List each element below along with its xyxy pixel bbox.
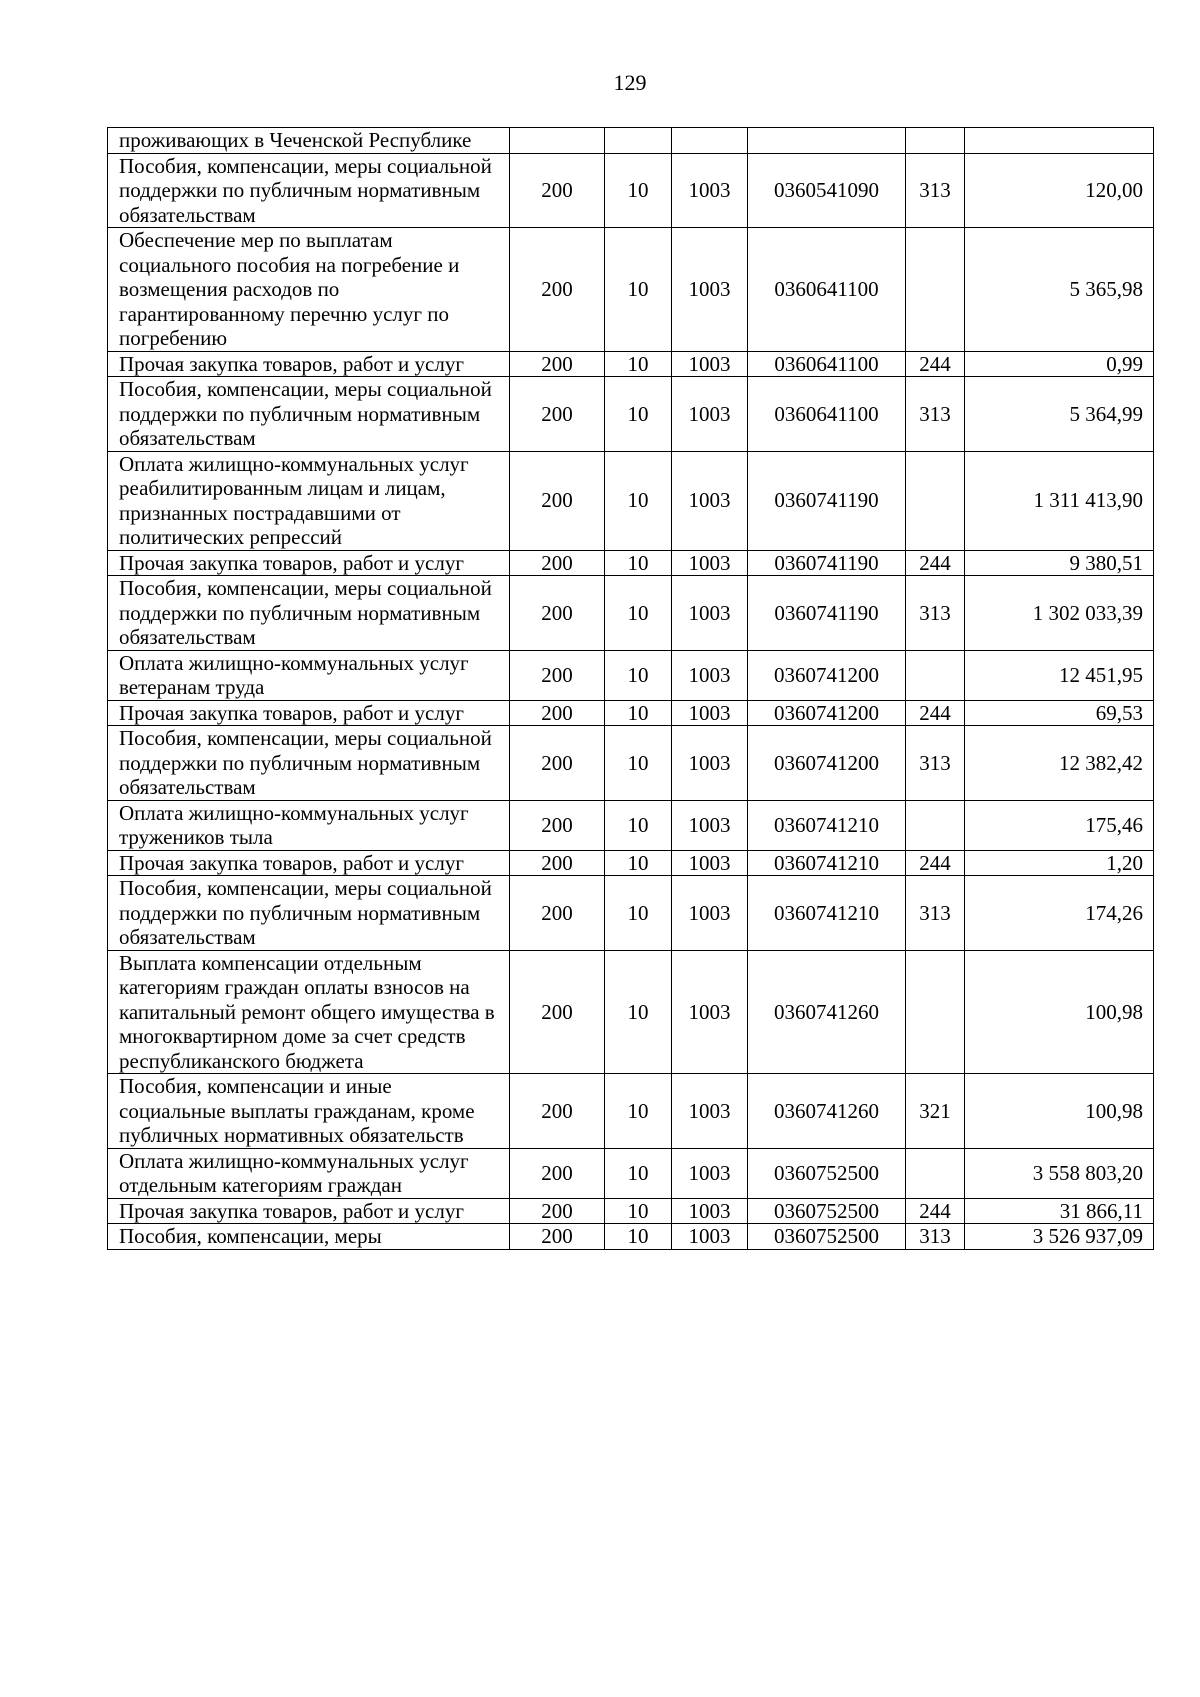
row-name-cell: Оплата жилищно-коммунальных услуг реабилитированным лицам и лицам, признанных пострадавшими от политических репрессий	[108, 451, 510, 550]
row-amount-cell: 12 451,95	[965, 650, 1154, 700]
row-code-cell: 200	[510, 726, 605, 801]
row-target-article-cell: 0360741210	[748, 850, 906, 876]
row-expense-type-cell	[906, 800, 965, 850]
row-subsection-cell: 1003	[672, 377, 748, 452]
row-amount-cell	[965, 128, 1154, 154]
row-section-cell: 10	[605, 800, 672, 850]
row-name-cell: Пособия, компенсации, меры социальной поддержки по публичным нормативным обязательствам	[108, 726, 510, 801]
row-name-cell: Выплата компенсации отдельным категориям граждан оплаты взносов на капитальный ремонт общего имущества в многоквартирном доме за счет средств республиканского бюджета	[108, 950, 510, 1074]
row-code-cell: 200	[510, 550, 605, 576]
table-row	[108, 876, 1154, 951]
row-section-cell: 10	[605, 351, 672, 377]
row-expense-type-cell: 244	[906, 351, 965, 377]
row-name-cell: Прочая закупка товаров, работ и услуг	[108, 700, 510, 726]
row-amount-cell: 3 526 937,09	[965, 1224, 1154, 1250]
row-amount-cell: 9 380,51	[965, 550, 1154, 576]
row-name-cell: Пособия, компенсации, меры социальной поддержки по публичным нормативным обязательствам	[108, 153, 510, 228]
row-section-cell: 10	[605, 153, 672, 228]
row-subsection-cell: 1003	[672, 850, 748, 876]
row-subsection-cell: 1003	[672, 351, 748, 377]
row-code-cell: 200	[510, 950, 605, 1074]
row-expense-type-cell	[906, 228, 965, 352]
row-amount-cell: 5 365,98	[965, 228, 1154, 352]
row-subsection-cell: 1003	[672, 876, 748, 951]
row-code-cell: 200	[510, 351, 605, 377]
table-row	[108, 1148, 1154, 1198]
table-row	[108, 451, 1154, 550]
row-target-article-cell: 0360741190	[748, 451, 906, 550]
row-amount-cell: 31 866,11	[965, 1198, 1154, 1224]
row-subsection-cell: 1003	[672, 950, 748, 1074]
row-amount-cell: 120,00	[965, 153, 1154, 228]
table-row	[108, 377, 1154, 452]
row-code-cell: 200	[510, 1148, 605, 1198]
row-expense-type-cell	[906, 950, 965, 1074]
table-row	[108, 550, 1154, 576]
row-name-cell: проживающих в Чеченской Республике	[108, 128, 510, 154]
row-subsection-cell: 1003	[672, 1224, 748, 1250]
row-subsection-cell: 1003	[672, 700, 748, 726]
table-row	[108, 576, 1154, 651]
row-target-article-cell: 0360741200	[748, 726, 906, 801]
row-subsection-cell: 1003	[672, 153, 748, 228]
row-amount-cell: 1,20	[965, 850, 1154, 876]
row-subsection-cell	[672, 128, 748, 154]
row-section-cell: 10	[605, 1074, 672, 1149]
row-section-cell: 10	[605, 1224, 672, 1250]
table-row	[108, 726, 1154, 801]
table-row	[108, 850, 1154, 876]
row-target-article-cell: 0360752500	[748, 1224, 906, 1250]
row-amount-cell: 1 311 413,90	[965, 451, 1154, 550]
row-subsection-cell: 1003	[672, 1074, 748, 1149]
row-subsection-cell: 1003	[672, 228, 748, 352]
table-row	[108, 153, 1154, 228]
row-code-cell	[510, 128, 605, 154]
row-name-cell: Прочая закупка товаров, работ и услуг	[108, 1198, 510, 1224]
row-target-article-cell: 0360641100	[748, 377, 906, 452]
row-expense-type-cell: 313	[906, 726, 965, 801]
row-subsection-cell: 1003	[672, 576, 748, 651]
row-amount-cell: 175,46	[965, 800, 1154, 850]
table-row	[108, 700, 1154, 726]
row-section-cell: 10	[605, 650, 672, 700]
row-subsection-cell: 1003	[672, 1198, 748, 1224]
row-section-cell: 10	[605, 228, 672, 352]
row-amount-cell: 3 558 803,20	[965, 1148, 1154, 1198]
row-code-cell: 200	[510, 377, 605, 452]
row-expense-type-cell: 244	[906, 700, 965, 726]
row-expense-type-cell	[906, 650, 965, 700]
row-target-article-cell: 0360541090	[748, 153, 906, 228]
row-section-cell: 10	[605, 700, 672, 726]
row-target-article-cell: 0360752500	[748, 1198, 906, 1224]
row-expense-type-cell: 313	[906, 876, 965, 951]
row-subsection-cell: 1003	[672, 650, 748, 700]
row-section-cell: 10	[605, 876, 672, 951]
row-subsection-cell: 1003	[672, 451, 748, 550]
row-expense-type-cell: 244	[906, 1198, 965, 1224]
row-code-cell: 200	[510, 876, 605, 951]
table-row	[108, 950, 1154, 1074]
row-code-cell: 200	[510, 451, 605, 550]
row-target-article-cell: 0360741210	[748, 876, 906, 951]
row-section-cell: 10	[605, 576, 672, 651]
row-amount-cell: 69,53	[965, 700, 1154, 726]
table-row	[108, 1074, 1154, 1149]
row-expense-type-cell: 244	[906, 550, 965, 576]
table-row	[108, 650, 1154, 700]
table-row	[108, 800, 1154, 850]
row-section-cell: 10	[605, 451, 672, 550]
row-name-cell: Пособия, компенсации, меры социальной поддержки по публичным нормативным обязательствам	[108, 876, 510, 951]
row-amount-cell: 5 364,99	[965, 377, 1154, 452]
row-amount-cell: 12 382,42	[965, 726, 1154, 801]
row-section-cell: 10	[605, 850, 672, 876]
row-name-cell: Оплата жилищно-коммунальных услуг отдельным категориям граждан	[108, 1148, 510, 1198]
row-name-cell: Пособия, компенсации, меры социальной поддержки по публичным нормативным обязательствам	[108, 377, 510, 452]
row-subsection-cell: 1003	[672, 550, 748, 576]
row-expense-type-cell	[906, 451, 965, 550]
budget-table	[107, 127, 1154, 1250]
row-expense-type-cell: 313	[906, 153, 965, 228]
row-amount-cell: 174,26	[965, 876, 1154, 951]
table-row	[108, 351, 1154, 377]
row-name-cell: Оплата жилищно-коммунальных услуг ветеранам труда	[108, 650, 510, 700]
row-name-cell: Прочая закупка товаров, работ и услуг	[108, 550, 510, 576]
row-code-cell: 200	[510, 650, 605, 700]
table-row	[108, 228, 1154, 352]
row-expense-type-cell: 313	[906, 1224, 965, 1250]
row-expense-type-cell: 313	[906, 377, 965, 452]
row-amount-cell: 1 302 033,39	[965, 576, 1154, 651]
row-subsection-cell: 1003	[672, 1148, 748, 1198]
row-section-cell: 10	[605, 550, 672, 576]
row-expense-type-cell: 321	[906, 1074, 965, 1149]
row-amount-cell: 100,98	[965, 1074, 1154, 1149]
row-section-cell	[605, 128, 672, 154]
row-target-article-cell: 0360641100	[748, 351, 906, 377]
row-target-article-cell: 0360752500	[748, 1148, 906, 1198]
row-target-article-cell: 0360741200	[748, 700, 906, 726]
row-amount-cell: 0,99	[965, 351, 1154, 377]
row-code-cell: 200	[510, 700, 605, 726]
row-name-cell: Прочая закупка товаров, работ и услуг	[108, 351, 510, 377]
row-target-article-cell: 0360741190	[748, 550, 906, 576]
row-name-cell: Пособия, компенсации, меры социальной поддержки по публичным нормативным обязательствам	[108, 576, 510, 651]
row-expense-type-cell: 244	[906, 850, 965, 876]
row-section-cell: 10	[605, 1198, 672, 1224]
row-expense-type-cell: 313	[906, 576, 965, 651]
row-section-cell: 10	[605, 1148, 672, 1198]
row-code-cell: 200	[510, 800, 605, 850]
page-number: 129	[613, 70, 647, 95]
row-expense-type-cell	[906, 128, 965, 154]
row-target-article-cell: 0360741190	[748, 576, 906, 651]
row-section-cell: 10	[605, 950, 672, 1074]
row-amount-cell: 100,98	[965, 950, 1154, 1074]
table-row	[108, 128, 1154, 154]
row-subsection-cell: 1003	[672, 726, 748, 801]
row-section-cell: 10	[605, 377, 672, 452]
row-target-article-cell: 0360741200	[748, 650, 906, 700]
table-row	[108, 1198, 1154, 1224]
row-code-cell: 200	[510, 1224, 605, 1250]
row-code-cell: 200	[510, 228, 605, 352]
row-code-cell: 200	[510, 1198, 605, 1224]
row-target-article-cell: 0360741260	[748, 950, 906, 1074]
row-name-cell: Обеспечение мер по выплатам социального пособия на погребение и возмещения расходов по гарантированному перечню услуг по погребению	[108, 228, 510, 352]
row-subsection-cell: 1003	[672, 800, 748, 850]
row-target-article-cell	[748, 128, 906, 154]
row-section-cell: 10	[605, 726, 672, 801]
row-target-article-cell: 0360641100	[748, 228, 906, 352]
row-name-cell: Пособия, компенсации, меры	[108, 1224, 510, 1250]
row-name-cell: Прочая закупка товаров, работ и услуг	[108, 850, 510, 876]
row-target-article-cell: 0360741210	[748, 800, 906, 850]
row-code-cell: 200	[510, 153, 605, 228]
row-code-cell: 200	[510, 1074, 605, 1149]
row-target-article-cell: 0360741260	[748, 1074, 906, 1149]
table-row	[108, 1224, 1154, 1250]
row-code-cell: 200	[510, 576, 605, 651]
row-expense-type-cell	[906, 1148, 965, 1198]
row-name-cell: Пособия, компенсации и иные социальные выплаты гражданам, кроме публичных нормативных обязательств	[108, 1074, 510, 1149]
row-code-cell: 200	[510, 850, 605, 876]
row-name-cell: Оплата жилищно-коммунальных услуг тружеников тыла	[108, 800, 510, 850]
